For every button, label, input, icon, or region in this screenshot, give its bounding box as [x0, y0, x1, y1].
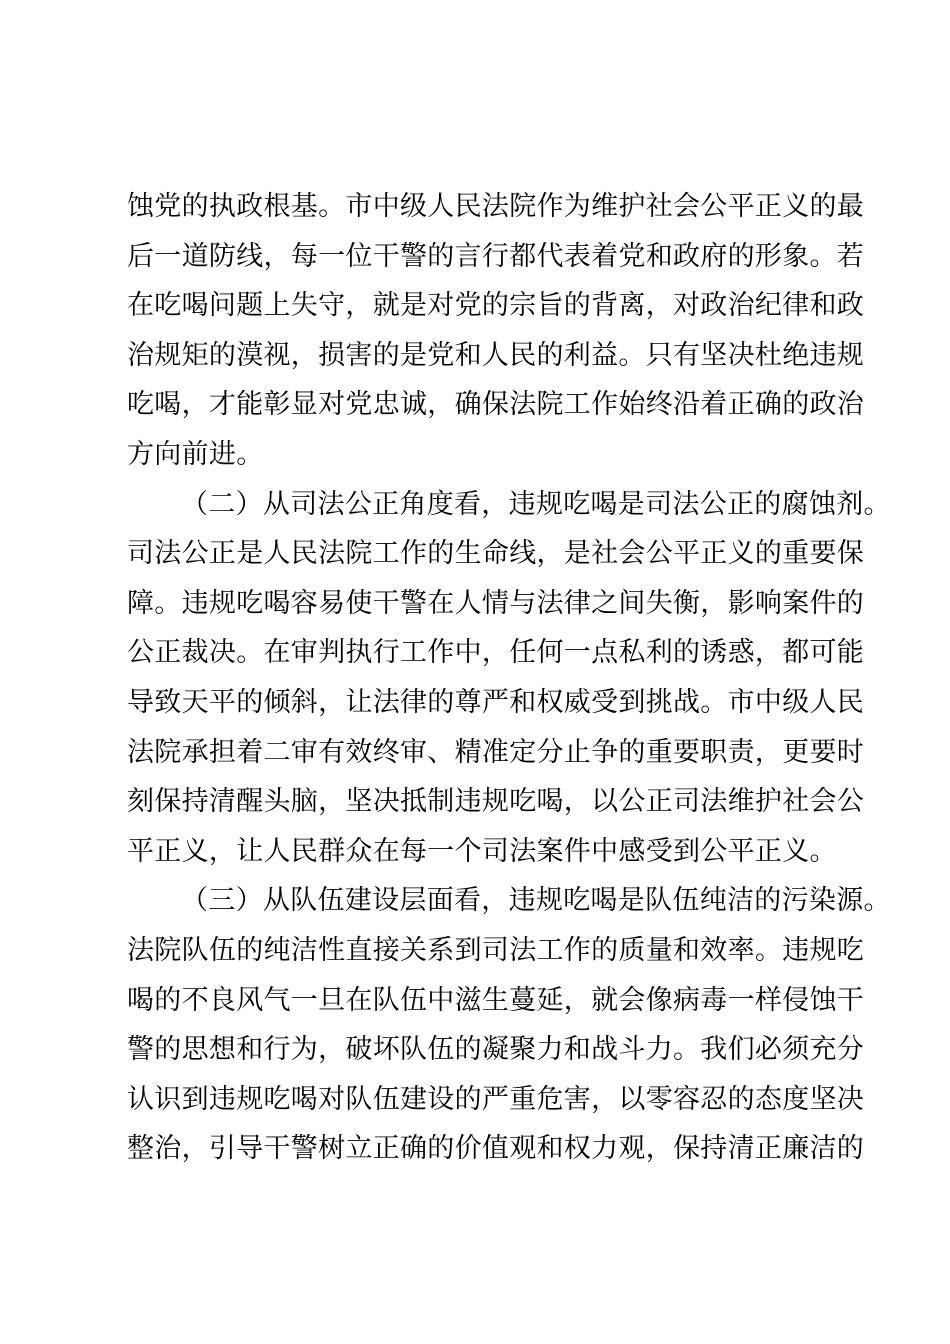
- text-line: 障。违规吃喝容易使干警在人情与法律之间失衡，影响案件的: [127, 587, 865, 619]
- section-heading-line: （二）从司法公正角度看，违规吃喝是司法公正的腐蚀剂。: [181, 488, 891, 520]
- text-line: 后一道防线，每一位干警的言行都代表着党和政府的形象。若: [127, 240, 865, 272]
- text-line: 法院队伍的纯洁性直接关系到司法工作的质量和效率。违规吃: [127, 934, 865, 966]
- text-line: 喝的不良风气一旦在队伍中滋生蔓延，就会像病毒一样侵蚀干: [127, 984, 865, 1016]
- text-line: 方向前进。: [127, 438, 264, 470]
- text-line: 整治，引导干警树立正确的价值观和权力观，保持清正廉洁的: [127, 1133, 865, 1165]
- text-line: 平正义，让人民群众在每一个司法案件中感受到公平正义。: [127, 835, 837, 867]
- text-line: 警的思想和行为，破坏队伍的凝聚力和战斗力。我们必须充分: [127, 1034, 865, 1066]
- text-line: 吃喝，才能彰显对党忠诚，确保法院工作始终沿着正确的政治: [127, 389, 865, 421]
- text-line: 司法公正是人民法院工作的生命线，是社会公平正义的重要保: [127, 538, 865, 570]
- text-line: 蚀党的执政根基。市中级人民法院作为维护社会公平正义的最: [127, 191, 865, 222]
- text-line: 治规矩的漠视，损害的是党和人民的利益。只有坚决杜绝违规: [127, 339, 865, 371]
- text-line: 刻保持清醒头脑，坚决抵制违规吃喝，以公正司法维护社会公: [127, 786, 865, 818]
- text-line: 导致天平的倾斜，让法律的尊严和权威受到挑战。市中级人民: [127, 686, 865, 718]
- text-line: 认识到违规吃喝对队伍建设的严重危害，以零容忍的态度坚决: [127, 1083, 865, 1115]
- text-line: 法院承担着二审有效终审、精准定分止争的重要职责，更要时: [127, 736, 865, 768]
- text-line: 在吃喝问题上失守，就是对党的宗旨的背离，对政治纪律和政: [127, 290, 865, 322]
- text-line: 公正裁决。在审判执行工作中，任何一点私利的诱惑，都可能: [127, 637, 865, 669]
- body-text: [127, 182, 891, 1174]
- section-heading-line: （三）从队伍建设层面看，违规吃喝是队伍纯洁的污染源。: [181, 885, 891, 917]
